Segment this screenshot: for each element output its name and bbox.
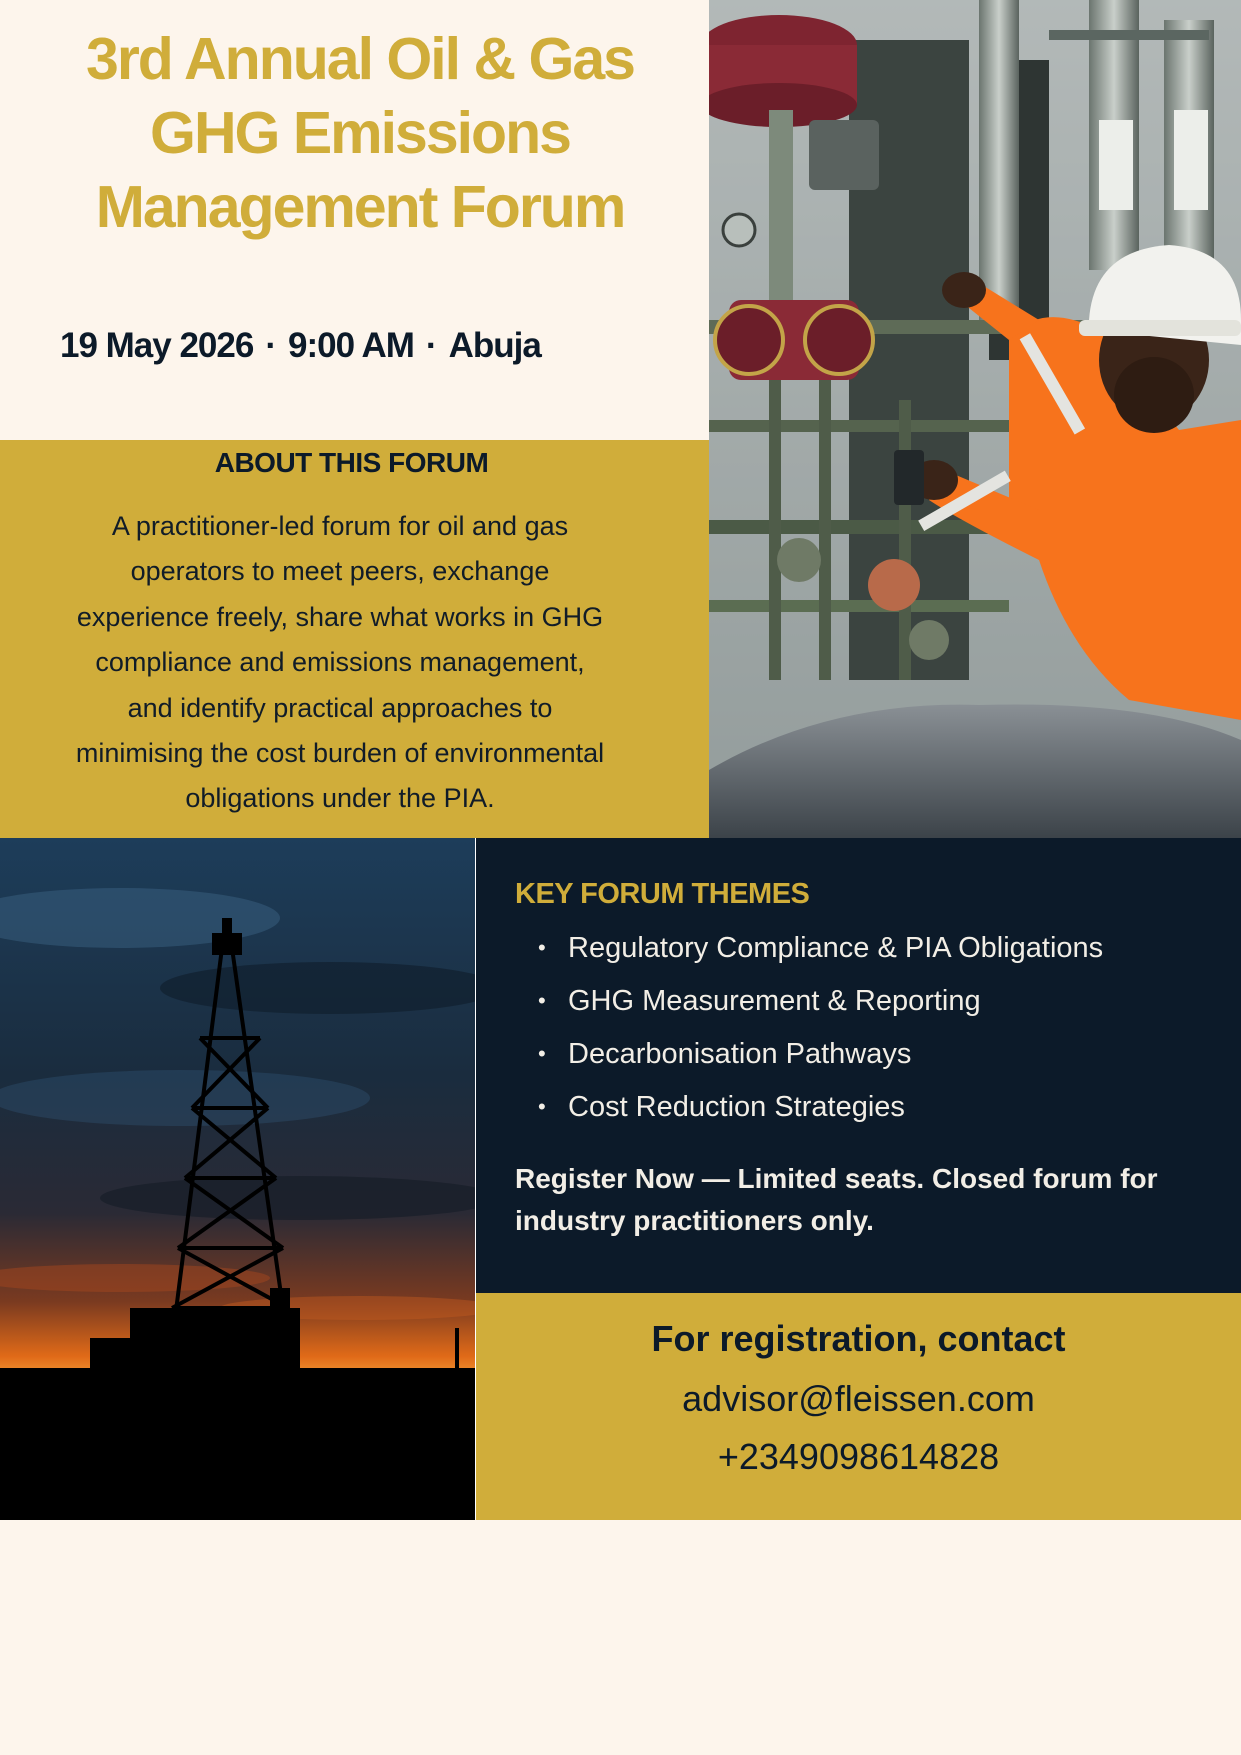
bullet-icon: • [538, 935, 546, 960]
list-item [538, 1087, 1103, 1140]
contact-phone[interactable]: +2349098614828 [717, 1436, 1000, 1477]
forum-title [20, 22, 700, 244]
theme-label: Regulatory Compliance & PIA Obligations [568, 932, 1104, 964]
list-item [538, 1034, 1103, 1087]
list-item [538, 981, 1103, 1034]
worker-photo [709, 0, 1241, 838]
themes-list [538, 928, 1103, 1140]
about-description [20, 504, 660, 822]
title-line: GHG Emissions [150, 100, 570, 166]
theme-label: Decarbonisation Pathways [568, 1038, 912, 1070]
contact-heading: For registration, contact [651, 1318, 1066, 1359]
event-date: 19 May 2026 [60, 326, 254, 365]
separator-dot: · [265, 326, 276, 365]
themes-heading: KEY FORUM THEMES [515, 878, 810, 910]
theme-label: GHG Measurement & Reporting [568, 985, 981, 1017]
theme-label: Cost Reduction Strategies [568, 1091, 905, 1123]
list-item [538, 928, 1103, 981]
title-line: Management Forum [95, 174, 625, 240]
oil-rig-photo [0, 838, 475, 1520]
bullet-icon: • [538, 1094, 546, 1119]
event-location: Abuja [448, 326, 541, 365]
bullet-icon: • [538, 1041, 546, 1066]
about-line: experience freely, share what works in GHG [76, 601, 604, 632]
about-line: minimising the cost burden of environmental [75, 738, 605, 769]
about-line: A practitioner-led forum for oil and gas [111, 511, 569, 541]
event-details [60, 326, 541, 366]
worker-photo-illustration [709, 0, 1241, 838]
about-line: obligations under the PIA. [185, 783, 495, 814]
separator-dot: · [425, 326, 437, 365]
about-heading: ABOUT THIS FORUM [214, 447, 489, 478]
event-time: 9:00 AM [287, 326, 414, 365]
register-note: Register Now — Limited seats. Closed forum for industry practitioners only. [515, 1163, 1158, 1236]
about-line: and identify practical approaches to [127, 692, 553, 723]
about-line: operators to meet peers, exchange [130, 556, 550, 587]
oil-rig-illustration [0, 838, 475, 1520]
about-line: compliance and emissions management, [95, 647, 585, 678]
bullet-icon: • [538, 988, 546, 1013]
contact-email[interactable]: advisor@fleissen.com [682, 1378, 1035, 1419]
title-line: 3rd Annual Oil & Gas [86, 26, 634, 92]
